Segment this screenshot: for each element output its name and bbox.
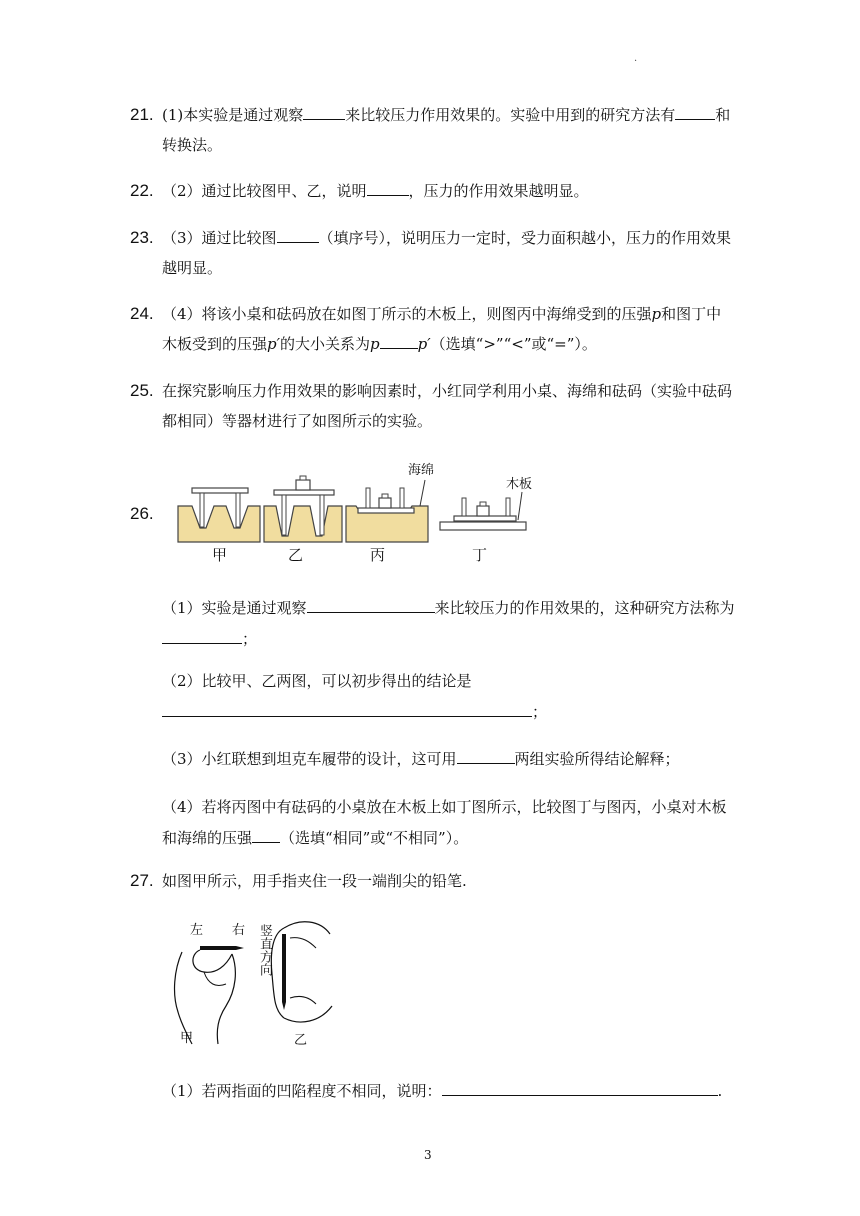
figure-yi-hand xyxy=(271,922,332,1048)
question-text: （4）将该小桌和砝码放在如图丁所示的木板上，则图丙中海绵受到的压强 xyxy=(162,305,652,323)
label-vertical-direction: 竖直方向 xyxy=(257,924,272,976)
figure-yi xyxy=(264,476,342,542)
question-text: (1)本实验是通过观察 xyxy=(162,106,304,124)
answer-blank[interactable] xyxy=(442,1077,718,1096)
figure-ding xyxy=(440,476,532,530)
question-text: 和图丁中木板受到的压强 xyxy=(162,305,722,353)
question-text: 的大小关系为 xyxy=(280,335,371,353)
question-text: 在探究影响压力作用效果的影响因素时，小红同学利用小桌、海绵和砝码（实验中砝码都相同）等器材进行了如图所示的实验。 xyxy=(162,382,733,430)
answer-blank[interactable] xyxy=(162,625,242,644)
answer-blank[interactable] xyxy=(252,824,280,843)
label-jia: 甲 xyxy=(212,546,228,564)
answer-blank[interactable] xyxy=(380,330,418,349)
question-number: 23. xyxy=(130,228,154,247)
label-yi: 乙 xyxy=(288,546,304,564)
question-number: 27. xyxy=(130,871,154,890)
question-text: （3）通过比较图 xyxy=(162,229,277,247)
question-24 xyxy=(130,299,735,359)
label-ding: 丁 xyxy=(472,546,488,564)
q26-sub-1: （1）实验是通过观察 来比较压力的作用效果的，这种研究方法称为； xyxy=(162,593,737,655)
answer-blank[interactable] xyxy=(277,224,319,243)
answer-blank[interactable] xyxy=(367,177,409,196)
answer-blank[interactable] xyxy=(162,698,532,717)
page-mark: · xyxy=(634,56,638,67)
pressure-symbol: p′ xyxy=(267,335,281,353)
question-text: ，压力的作用效果越明显。 xyxy=(408,182,589,200)
question-number: 26. xyxy=(130,504,154,523)
page-number: 3 xyxy=(424,1148,432,1162)
question-number: 21. xyxy=(130,105,154,124)
answer-blank[interactable] xyxy=(303,101,345,120)
label-bing: 丙 xyxy=(370,546,386,564)
q26-sub-4: （4）若将丙图中有砝码的小桌放在木板上如丁图所示，比较图丁与图丙，小桌对木板和海绵的压强 （选填“相同”或“不相同”）。 xyxy=(162,798,727,847)
figure-bing xyxy=(346,463,434,542)
label-right: 右 xyxy=(232,923,246,938)
question-21 xyxy=(130,100,735,160)
question-number: 25. xyxy=(130,381,154,400)
pressure-experiment-figure xyxy=(170,454,540,564)
answer-blank[interactable] xyxy=(457,745,515,764)
label-sponge: 海绵 xyxy=(408,463,435,478)
question-23 xyxy=(130,223,735,283)
pencil-finger-figure xyxy=(160,914,350,1052)
pressure-symbol: p′ xyxy=(417,335,431,353)
question-25 xyxy=(130,376,735,436)
question-text: 如图甲所示，用手指夹住一段一端削尖的铅笔. xyxy=(162,872,467,890)
pressure-symbol: p xyxy=(370,335,380,353)
label-left: 左 xyxy=(190,923,204,938)
question-text: （选填“>”“<”或“=”）。 xyxy=(430,335,597,353)
figure-jia xyxy=(178,488,260,542)
question-text: 来比较压力作用效果的。实验中用到的研究方法有 xyxy=(345,106,676,124)
label-jia: 甲 xyxy=(180,1031,194,1046)
question-number: 22. xyxy=(130,181,154,200)
q26-sub-2: （2）比较甲、乙两图，可以初步得出的结论是； xyxy=(162,672,548,721)
question-text: （填序号），说明压力一定时，受力面积越小，压力的作用效果越明显。 xyxy=(162,229,732,277)
question-22 xyxy=(130,176,735,206)
label-board: 木板 xyxy=(506,477,533,492)
question-text: （2）通过比较图甲、乙，说明 xyxy=(162,182,367,200)
figure-jia-hand xyxy=(175,923,246,1046)
label-yi: 乙 xyxy=(294,1033,308,1048)
q26-sub-3: （3）小红联想到坦克车履带的设计，这可用 两组实验所得结论解释； xyxy=(162,744,737,775)
answer-blank[interactable] xyxy=(675,101,715,120)
question-number: 24. xyxy=(130,304,154,323)
answer-blank[interactable] xyxy=(307,594,435,613)
question-text: 和转换法。 xyxy=(162,106,731,154)
pressure-symbol: p xyxy=(651,305,662,323)
q27-sub-1: （1）若两指面的凹陷程度不相同，说明： . xyxy=(162,1076,737,1107)
question-27 xyxy=(130,866,735,896)
